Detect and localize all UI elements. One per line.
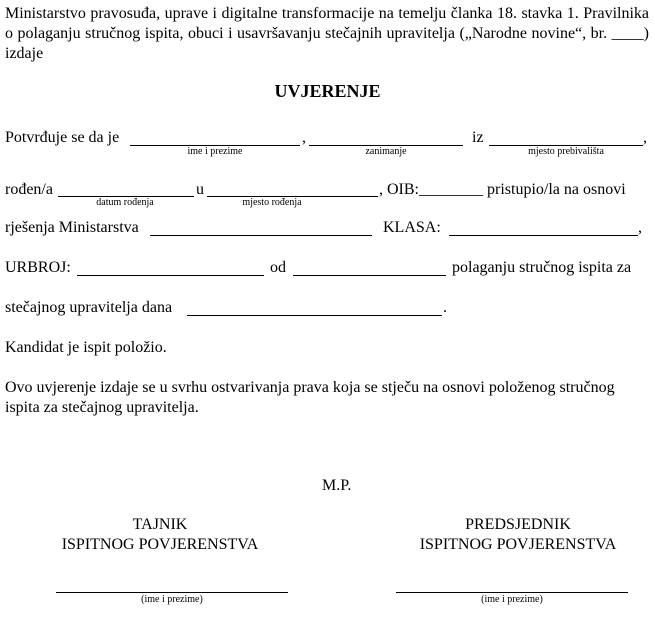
row1-comma: , (302, 129, 306, 146)
caption-birth-date: datum rođenja (96, 197, 154, 208)
right-signatory-title: PREDSJEDNIK (465, 516, 571, 533)
purpose-line-2: ispita za stečajnog upravitelja. (5, 399, 199, 416)
passed-statement: Kandidat je ispit položio. (5, 339, 167, 356)
left-signatory-committee: ISPITNOG POVJERENSTVA (61, 536, 259, 553)
row4-od: od (270, 259, 286, 276)
stamp-mark: M.P. (322, 477, 352, 494)
urbroj-fill-line[interactable] (77, 275, 264, 276)
row2-u: u (196, 181, 204, 198)
left-signature-line[interactable] (56, 592, 288, 593)
left-signature-caption: (ime i prezime) (141, 594, 203, 605)
row3-end-comma: , (638, 219, 642, 236)
right-signature-caption: (ime i prezime) (481, 594, 543, 605)
intro-paragraph: Ministarstvo pravosuđa, uprave i digitalne transformacije na temelju članka 18. stavka 1. Pravilnika o polaganju stručnog ispita, obuci i usavršavanju stečajnih upravitelja („Narodne novine“, br. ____) izdaje (5, 5, 649, 62)
row4-rest: polaganju stručnog ispita za (452, 259, 632, 276)
row1-end-comma: , (643, 129, 647, 146)
od-date-fill-line[interactable] (293, 275, 446, 276)
right-signatory-committee: ISPITNOG POVJERENSTVA (419, 536, 617, 553)
left-signatory-title: TAJNIK (132, 516, 188, 533)
document-title: UVJERENJE (274, 81, 381, 101)
row5-end: . (443, 299, 447, 316)
ministry-decision-fill-line[interactable] (150, 235, 372, 236)
caption-residence: mjesto prebivališta (528, 146, 604, 157)
row5-text: stečajnog upravitelja dana (5, 299, 173, 316)
right-signature-line[interactable] (396, 592, 628, 593)
purpose-line-1: Ovo uvjerenje izdaje se u svrhu ostvarivanja prava koja se stječu na osnovi položenog stručnog (5, 379, 615, 396)
klasa-fill-line[interactable] (449, 235, 638, 236)
row1-prefix: Potvrđuje se da je (5, 129, 120, 146)
row4-urbroj: URBROJ: (5, 259, 71, 276)
row2-born: rođen/a (5, 181, 53, 198)
exam-date-fill-line[interactable] (187, 315, 442, 316)
caption-name: ime i prezime (187, 146, 243, 157)
row2-oib: , OIB:________ pristupio/la na osnovi (379, 181, 626, 198)
row3-text: rješenja Ministarstva (5, 219, 139, 236)
caption-birth-place: mjesto rođenja (242, 197, 302, 208)
row3-klasa: KLASA: (383, 219, 441, 236)
row1-iz: iz (472, 129, 484, 146)
caption-occupation: zanimanje (365, 146, 407, 157)
